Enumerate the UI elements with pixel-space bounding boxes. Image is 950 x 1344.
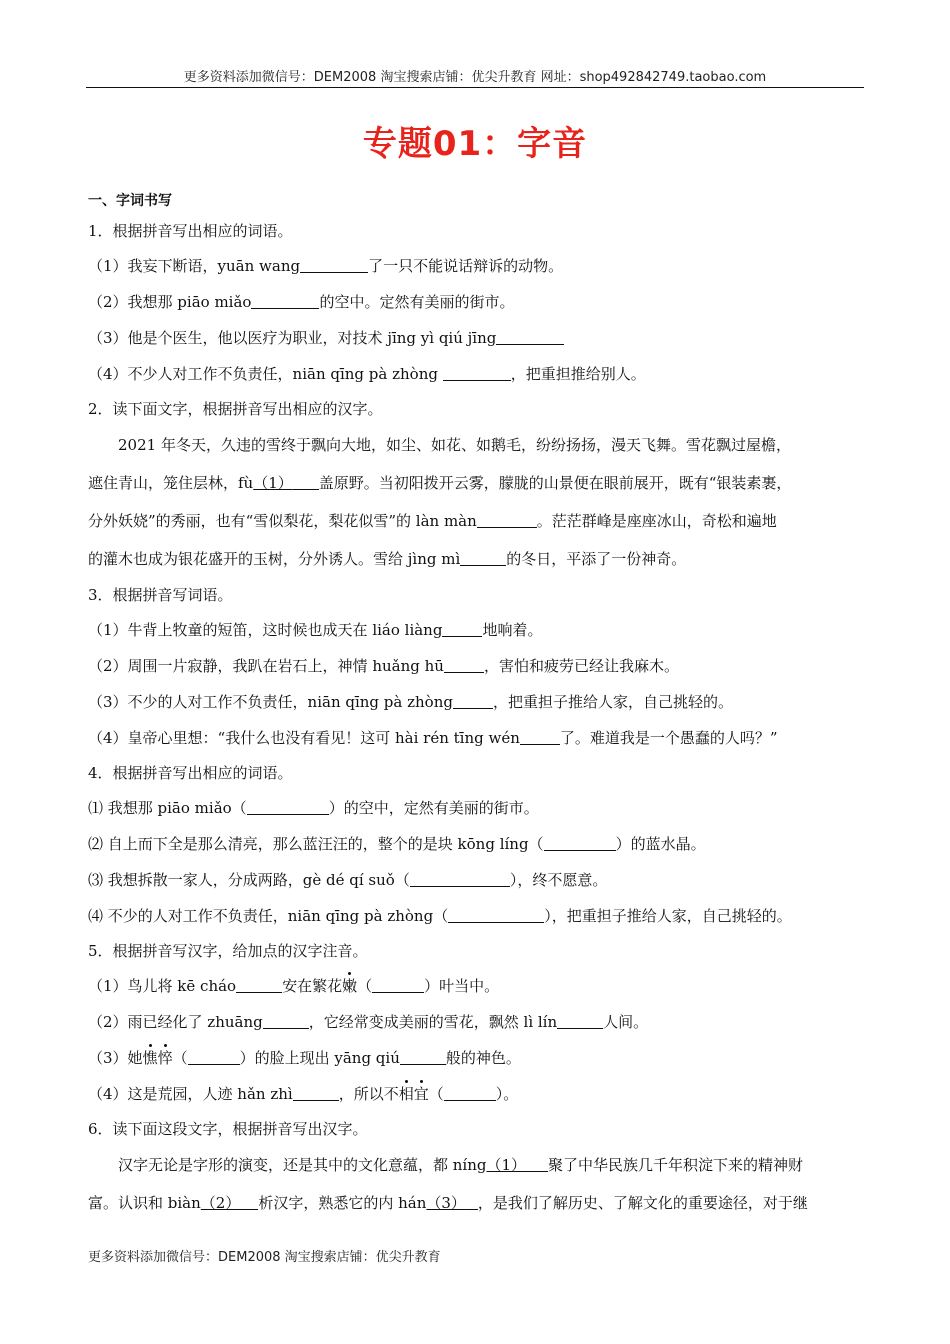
question-3-item-2: （2）周围一片寂静，我趴在岩石上，神情 huǎng hū ，害怕和疲劳已经让我麻木。: [88, 657, 679, 675]
question-2-paragraph-line-2: 遮住青山，笼住层林，fù（1） 盖原野。当初阳拨开云雾，朦胧的山景便在眼前展开，既有“银装素裹，: [88, 474, 792, 492]
question-1-item-3: （3）他是个医生，他以医疗为职业，对技术 jīng yì qiú jīng: [88, 320, 870, 356]
question-1-item-4: （4）不少人对工作不负责任，niān qīng pà zhòng ，把重担推给别人。: [88, 365, 646, 383]
question-6-paragraph-line-1: 汉字无论是字形的演变，还是其中的文化意蕴，都 níng（1） 聚了中华民族几千年积淀下来的精神财: [118, 1156, 804, 1174]
answer-blank[interactable]: [477, 511, 537, 528]
question-4-stem: 4．根据拼音写出相应的词语。: [88, 764, 293, 782]
answer-blank[interactable]: [453, 692, 493, 709]
answer-blank[interactable]: [188, 1048, 240, 1065]
question-4-item-3: ⑶ 我想拆散一家人，分成两路，gè dé qí suǒ（ ），终不愿意。: [88, 871, 608, 889]
page-footer: 更多资料添加微信号：DEM2008 淘宝搜索店铺：优尖升教育: [88, 1250, 441, 1265]
question-3-item-3: （3）不少的人对工作不负责任，niān qīng pà zhòng ，把重担子推给人家，自己挑轻的。: [88, 693, 733, 711]
answer-blank[interactable]: [400, 1048, 446, 1065]
blank-number: （1）: [253, 474, 293, 492]
page-title: 专题01：字音: [362, 124, 588, 164]
answer-blank[interactable]: [520, 728, 560, 745]
answer-blank[interactable]: [526, 1155, 548, 1172]
header-rule: [86, 87, 864, 88]
answer-blank[interactable]: [496, 328, 564, 345]
question-5-item-2: （2）雨已经化了 zhuāng ，它经常变成美丽的雪花，飘然 lì lín 人间。: [88, 1013, 649, 1031]
answer-blank[interactable]: [293, 473, 319, 490]
question-1-stem: 1．根据拼音写出相应的词语。: [88, 222, 293, 240]
answer-blank[interactable]: [443, 364, 511, 381]
page-header: 更多资料添加微信号：DEM2008 淘宝搜索店铺：优尖升教育 网址：shop492842749.taobao.com: [183, 70, 767, 85]
question-5-item-4: （4）这是荒园，人迹 hǎn zhì ，所以不相宜（ ）。: [88, 1076, 870, 1112]
answer-blank[interactable]: [448, 906, 544, 923]
question-5-stem: 5．根据拼音写汉字，给加点的汉字注音。: [88, 942, 368, 960]
answer-blank[interactable]: [236, 976, 282, 993]
question-5-item-1: （1）鸟儿将 kē cháo 安在繁花嫩（ ）叶当中。: [88, 968, 870, 1004]
dotted-character: 憔: [143, 1040, 158, 1076]
answer-blank[interactable]: [442, 620, 482, 637]
question-2-paragraph-line-4: 的灌木也成为银花盛开的玉树，分外诱人。雪给 jìng mì 的冬日，平添了一份神奇。: [88, 550, 687, 568]
answer-blank[interactable]: [466, 1193, 478, 1210]
answer-blank[interactable]: [247, 798, 329, 815]
answer-blank[interactable]: [544, 834, 616, 851]
answer-blank[interactable]: [444, 1084, 496, 1101]
dotted-character: 宜: [414, 1076, 429, 1112]
blank-number: （1）: [486, 1156, 527, 1174]
question-3-stem: 3．根据拼音写词语。: [88, 586, 233, 604]
question-2-paragraph-line-1: 2021 年冬天，久违的雪终于飘向大地，如尘、如花、如鹅毛，纷纷扬扬，漫天飞舞。雪花飘过屋檐，: [118, 436, 791, 454]
answer-blank[interactable]: [240, 1193, 258, 1210]
answer-blank[interactable]: [251, 292, 319, 309]
question-4-item-4: ⑷ 不少的人对工作不负责任，niān qīng pà zhòng（ ），把重担子推给人家，自己挑轻的。: [88, 907, 792, 925]
worksheet-content: [88, 188, 870, 1222]
question-4-item-1: ⑴ 我想那 piāo miǎo（ ）的空中，定然有美丽的街市。: [88, 799, 539, 817]
question-1-item-2: （2）我想那 piāo miǎo 的空中。定然有美丽的街市。: [88, 293, 515, 311]
answer-blank[interactable]: [557, 1012, 603, 1029]
dotted-character: 相: [399, 1076, 414, 1112]
question-1-item-1: （1）我妄下断语，yuān wang 了一只不能说话辩诉的动物。: [88, 257, 564, 275]
question-5-item-3: （3）她憔悴（ ）的脸上现出 yāng qiú 般的神色。: [88, 1040, 870, 1076]
question-4-item-2: ⑵ 自上而下全是那么清亮，那么蓝汪汪的，整个的是块 kōng líng（ ）的蓝水晶。: [88, 835, 706, 853]
question-2-paragraph-line-3: 分外妖娆”的秀丽，也有“雪似梨花，梨花似雪”的 làn màn 。茫茫群峰是座座冰山，奇松和遍地: [88, 512, 777, 530]
question-2-stem: 2．读下面文字，根据拼音写出相应的汉字。: [88, 400, 383, 418]
answer-blank[interactable]: [263, 1012, 309, 1029]
answer-blank[interactable]: [444, 656, 484, 673]
question-3-item-4: （4）皇帝心里想：“我什么也没有看见！这可 hài rén tīng wén 了。难道我是一个愚蠢的人吗？”: [88, 729, 778, 747]
answer-blank[interactable]: [372, 976, 424, 993]
question-3-item-1: （1）牛背上牧童的短笛，这时候也成天在 liáo liàng 地响着。: [88, 621, 543, 639]
blank-number: （2）: [200, 1194, 241, 1212]
section-heading: 一、字词书写: [88, 193, 172, 209]
answer-blank[interactable]: [460, 549, 506, 566]
question-6-stem: 6．读下面这段文字，根据拼音写出汉字。: [88, 1120, 368, 1138]
dotted-character: 嫩: [342, 968, 357, 1004]
answer-blank[interactable]: [300, 256, 368, 273]
answer-blank[interactable]: [410, 870, 510, 887]
answer-blank[interactable]: [293, 1084, 339, 1101]
question-6-paragraph-line-2: 富。认识和 biàn（2） 析汉字，熟悉它的内 hán（3） ，是我们了解历史、了解文化的重要途径，对于继: [88, 1194, 808, 1212]
blank-number: （3）: [426, 1194, 466, 1212]
dotted-character: 悴: [158, 1040, 173, 1076]
